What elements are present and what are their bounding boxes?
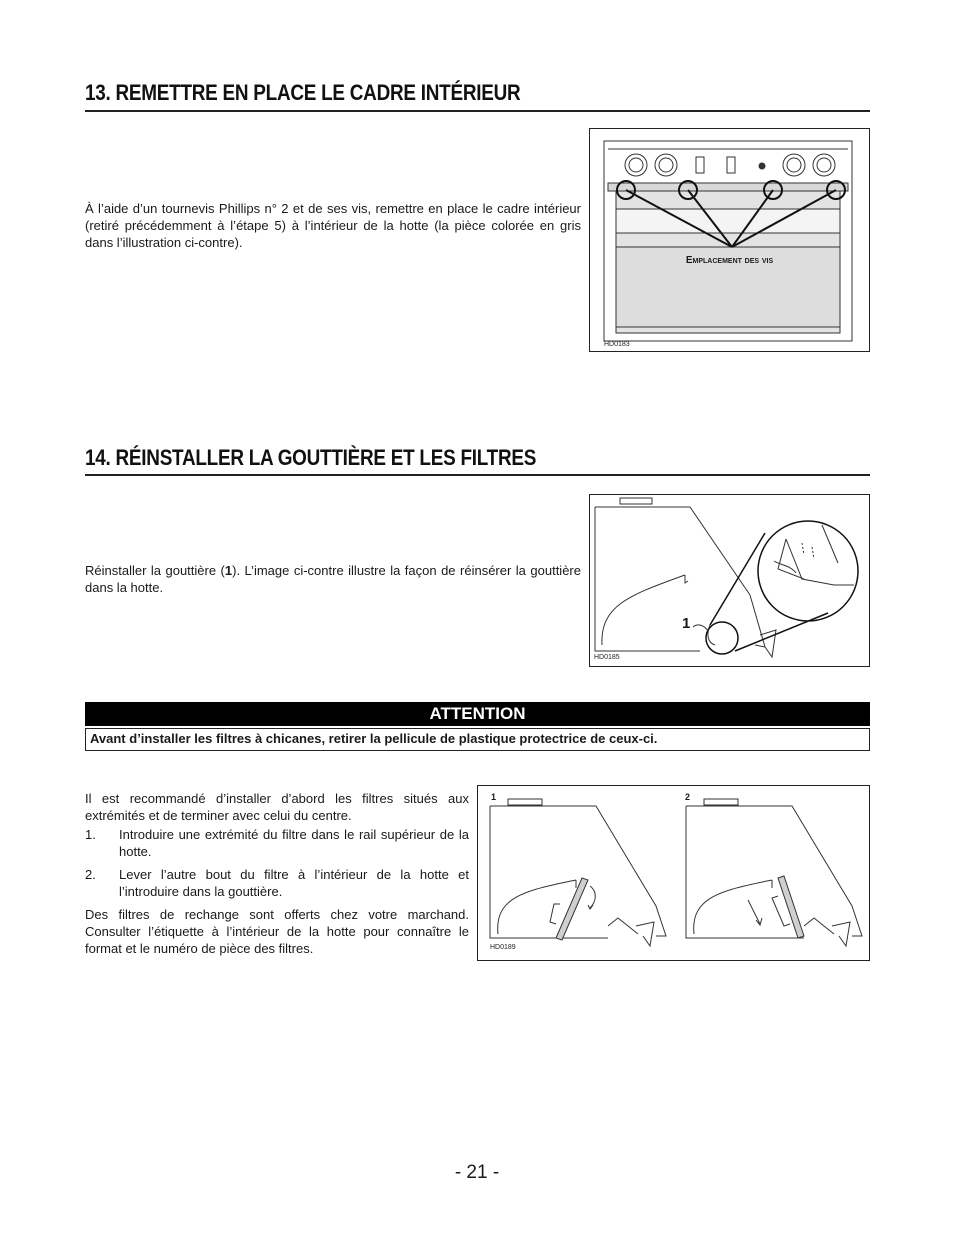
- filter-install-illustration: [478, 786, 869, 960]
- figure-code: HD0189: [490, 944, 516, 951]
- gutter-label: 1: [682, 615, 691, 632]
- section-14-title: 14. RÉINSTALLER LA GOUTTIÈRE ET LES FILTRES: [85, 445, 537, 470]
- filters-intro: Il est recommandé d’installer d’abord les filtres situés aux extrémités et de terminer avec celui du centre.: [85, 791, 469, 823]
- page-number: - 21 -: [454, 1162, 500, 1183]
- paragraph-reference-number: 1: [224, 563, 233, 578]
- panel-1-label: 1: [491, 792, 497, 802]
- paragraph-text-start: Réinstaller la gouttière (: [85, 563, 225, 578]
- figure-code: HD0185: [594, 654, 620, 661]
- hood-front-illustration: [590, 129, 869, 351]
- section-13-paragraph: À l’aide d’un tournevis Phillips n° 2 et de ses vis, remettre en place le cadre intérieur (retiré précédemment à l’étape 5) à l’intérieur de la hotte (la pièce colorée en gris dans l’illustration ci-contre).: [85, 201, 581, 250]
- gutter-illustration: [590, 495, 869, 666]
- figure-gutter-install: [589, 494, 870, 667]
- step-number: 2.: [85, 867, 96, 882]
- section-14-paragraph: [85, 562, 581, 596]
- paragraph-text-end: ). L’image ci-contre illustre la façon de réinsérer la gouttière dans la hotte.: [85, 563, 581, 595]
- figure-screw-locations: [589, 128, 870, 352]
- step-number: 1.: [85, 827, 96, 842]
- section-13-title: 13. REMETTRE EN PLACE LE CADRE INTÉRIEUR: [85, 80, 521, 105]
- figure-caption: Emplacement des vis: [685, 255, 774, 266]
- figure-code: HD0183: [604, 341, 630, 348]
- filters-outro: Des filtres de rechange sont offerts chez votre marchand. Consulter l’étiquette à l’intérieur de la hotte pour connaître le format et le numéro de pièce des filtres.: [85, 907, 469, 956]
- figure-filter-install: [477, 785, 870, 961]
- filters-instructions: [85, 790, 469, 957]
- list-item: [85, 826, 469, 860]
- panel-2-label: 2: [685, 792, 691, 802]
- attention-heading: ATTENTION: [85, 702, 870, 726]
- step-text: Lever l’autre bout du filtre à l’intérieur de la hotte et l’introduire dans la gouttière.: [119, 867, 469, 899]
- section-14-rule: [85, 474, 870, 476]
- list-item: [85, 866, 469, 900]
- section-13-rule: [85, 110, 870, 112]
- attention-text: Avant d’installer les filtres à chicanes, retirer la pellicule de plastique protectrice de ceux-ci.: [85, 728, 870, 751]
- step-text: Introduire une extrémité du filtre dans le rail supérieur de la hotte.: [119, 827, 469, 859]
- filters-steps-list: [85, 826, 469, 900]
